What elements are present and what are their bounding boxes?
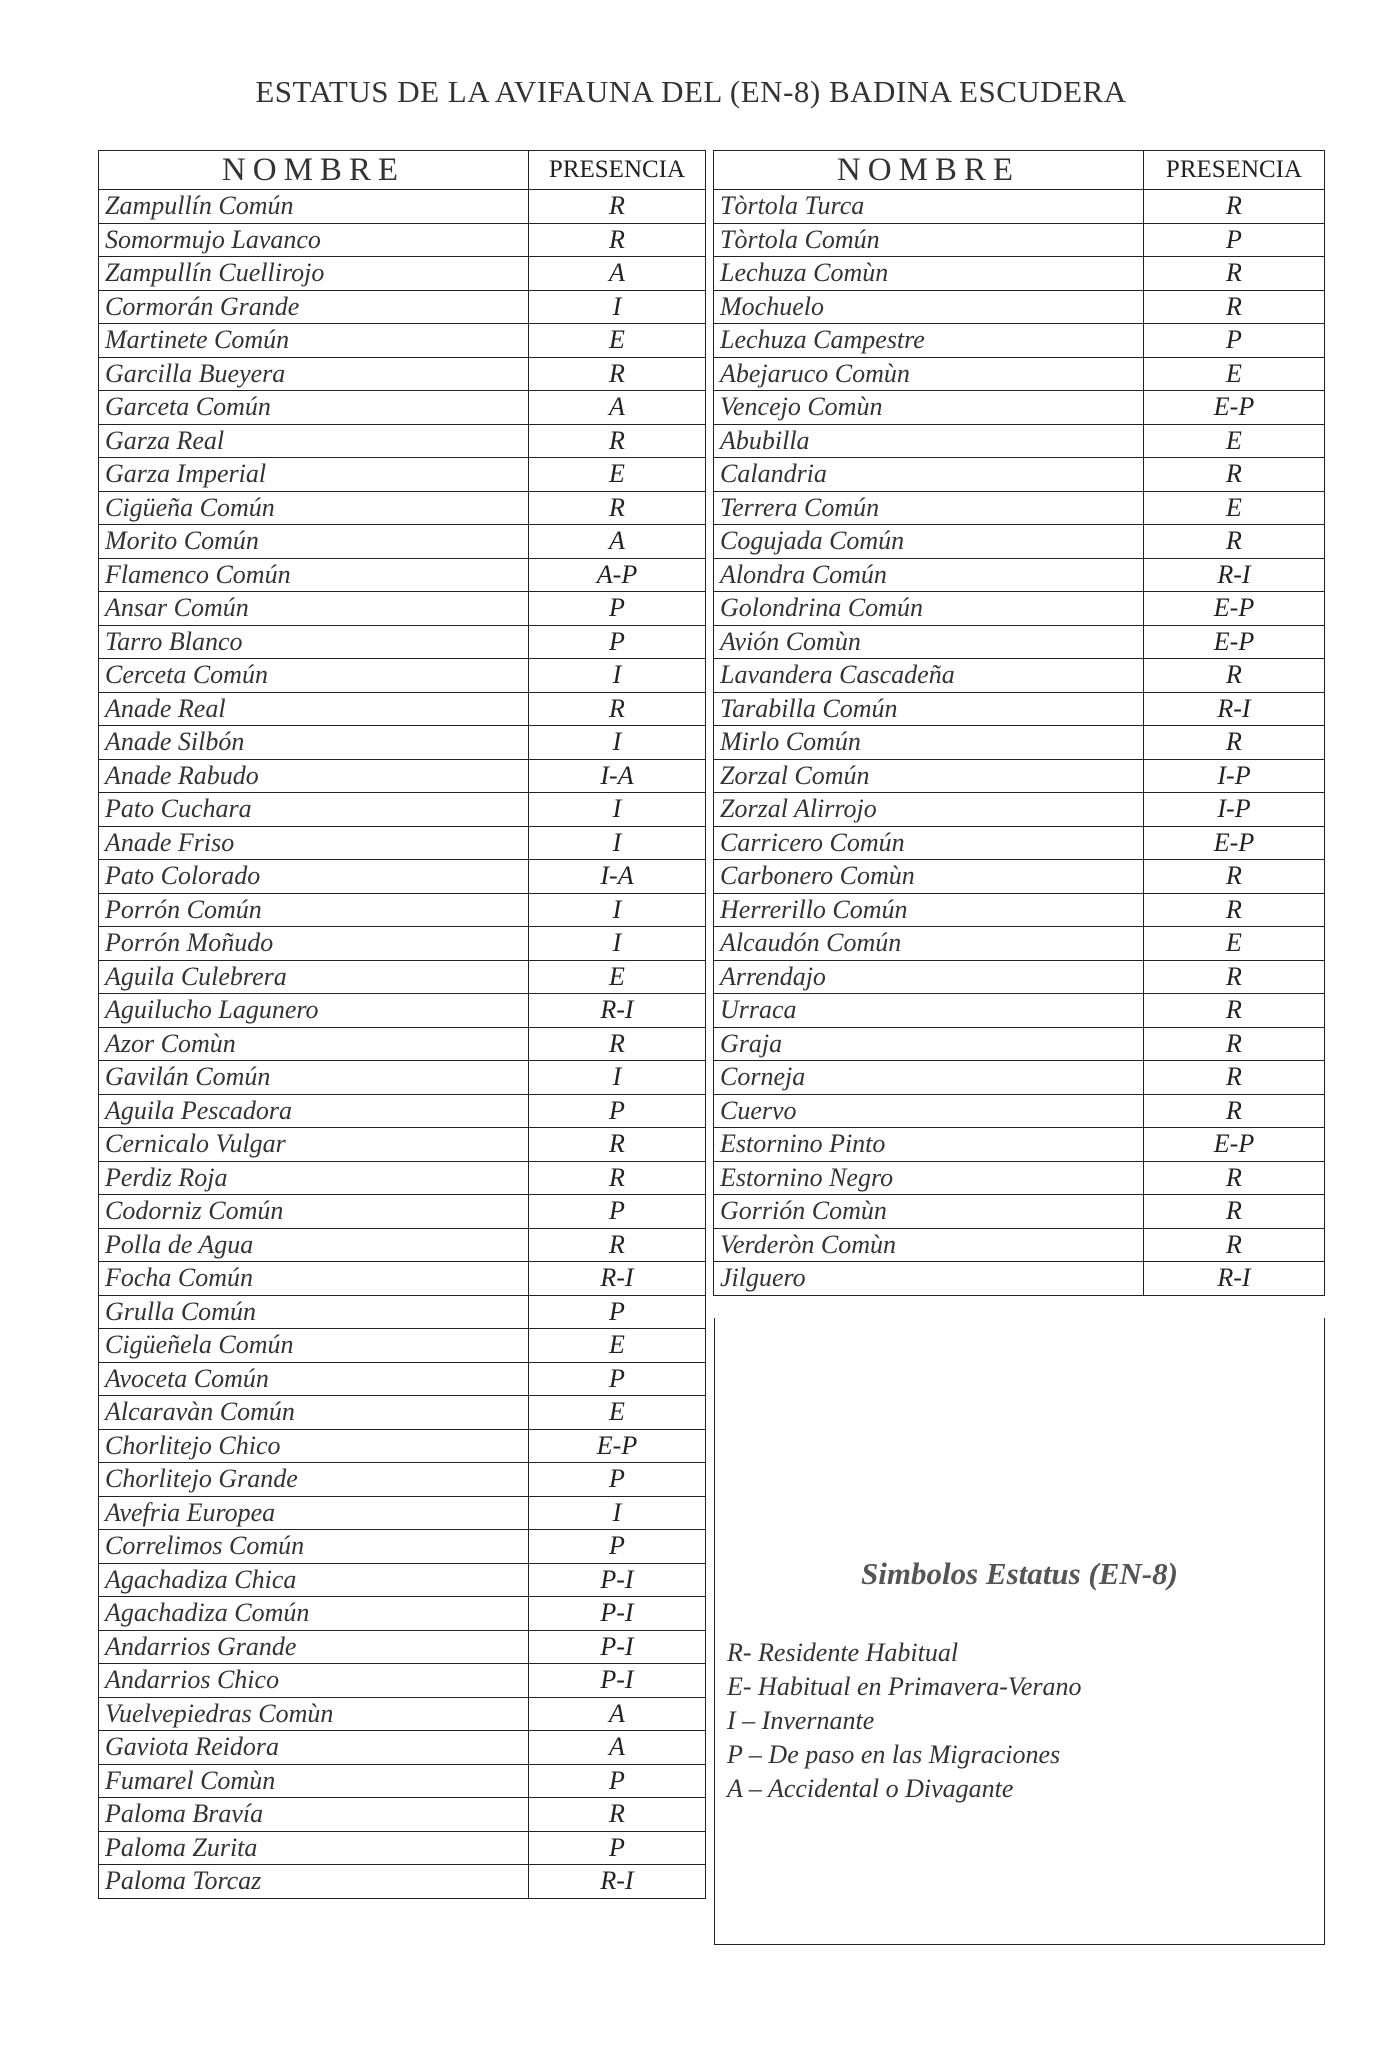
species-name: Gorrión Comùn <box>714 1195 1144 1229</box>
table-row <box>99 1061 706 1095</box>
table-row <box>99 1362 706 1396</box>
legend-item: A – Accidental o Divagante <box>727 1774 1014 1803</box>
species-name: Verderòn Comùn <box>714 1228 1144 1262</box>
species-name: Focha Común <box>99 1262 529 1296</box>
table-row <box>99 893 706 927</box>
species-name: Somormujo Lavanco <box>99 223 529 257</box>
table-row <box>99 1697 706 1731</box>
species-name: Chorlitejo Chico <box>99 1429 529 1463</box>
table-row <box>714 223 1325 257</box>
table-row <box>99 659 706 693</box>
species-name: Estornino Pinto <box>714 1128 1144 1162</box>
table-row <box>714 1128 1325 1162</box>
presence-code: A <box>529 1697 706 1731</box>
species-name: Ansar Común <box>99 592 529 626</box>
table-row <box>99 1329 706 1363</box>
species-name: Pato Colorado <box>99 860 529 894</box>
table-row <box>714 1195 1325 1229</box>
presence-code: R-I <box>529 1262 706 1296</box>
presence-code: E <box>529 1396 706 1430</box>
species-name: Arrendajo <box>714 960 1144 994</box>
presence-code: R <box>1144 659 1325 693</box>
legend-box <box>714 1318 1325 1945</box>
species-name: Azor Comùn <box>99 1027 529 1061</box>
presence-code: R <box>529 1128 706 1162</box>
presence-code: I <box>529 726 706 760</box>
species-name: Lechuza Campestre <box>714 324 1144 358</box>
table-row <box>99 357 706 391</box>
species-name: Alcaudón Común <box>714 927 1144 961</box>
table-row <box>99 1630 706 1664</box>
presence-code: I <box>529 927 706 961</box>
presence-code: R-I <box>529 994 706 1028</box>
species-name: Carricero Común <box>714 826 1144 860</box>
presence-code: E-P <box>1144 625 1325 659</box>
species-table-right-body <box>714 190 1325 1296</box>
table-row <box>99 1563 706 1597</box>
presence-code: P <box>529 1530 706 1564</box>
table-row <box>99 592 706 626</box>
presence-code: E-P <box>1144 391 1325 425</box>
table-row <box>99 1764 706 1798</box>
presence-code: I-A <box>529 759 706 793</box>
table-row <box>714 960 1325 994</box>
table-row <box>99 1027 706 1061</box>
presence-code: P-I <box>529 1630 706 1664</box>
species-name: Cuervo <box>714 1094 1144 1128</box>
presence-code: E-P <box>1144 1128 1325 1162</box>
presence-code: R <box>529 1798 706 1832</box>
table-row <box>99 692 706 726</box>
presence-code: R-I <box>1144 1262 1325 1296</box>
legend-item: P – De paso en las Migraciones <box>727 1740 1061 1769</box>
species-name: Graja <box>714 1027 1144 1061</box>
species-name: Agachadiza Común <box>99 1597 529 1631</box>
presence-code: P <box>1144 223 1325 257</box>
table-row <box>99 1597 706 1631</box>
presence-code: I-P <box>1144 759 1325 793</box>
table-row <box>99 1463 706 1497</box>
table-row <box>714 458 1325 492</box>
presence-code: R <box>1144 290 1325 324</box>
presence-code: R <box>1144 860 1325 894</box>
column-header-name: NOMBRE <box>99 151 529 190</box>
species-name: Lavandera Cascadeña <box>714 659 1144 693</box>
legend-item: R- Residente Habitual <box>727 1638 959 1667</box>
presence-code: R <box>1144 1061 1325 1095</box>
column-header-presence: PRESENCIA <box>1144 151 1325 190</box>
presence-code: E <box>1144 424 1325 458</box>
species-name: Tòrtola Turca <box>714 190 1144 224</box>
table-row <box>99 793 706 827</box>
species-name: Grulla Común <box>99 1295 529 1329</box>
species-name: Chorlitejo Grande <box>99 1463 529 1497</box>
species-name: Garza Imperial <box>99 458 529 492</box>
presence-code: P-I <box>529 1664 706 1698</box>
presence-code: A <box>529 1731 706 1765</box>
species-name: Avión Comùn <box>714 625 1144 659</box>
species-name: Mochuelo <box>714 290 1144 324</box>
presence-code: R <box>1144 893 1325 927</box>
species-name: Calandria <box>714 458 1144 492</box>
presence-code: I <box>529 290 706 324</box>
species-name: Aguila Pescadora <box>99 1094 529 1128</box>
species-name: Anade Friso <box>99 826 529 860</box>
species-name: Garceta Común <box>99 391 529 425</box>
table-row <box>99 1295 706 1329</box>
presence-code: R <box>1144 458 1325 492</box>
table-row <box>99 1429 706 1463</box>
presence-code: R <box>529 190 706 224</box>
presence-code: R <box>1144 525 1325 559</box>
legend-list <box>727 1636 1082 1806</box>
presence-code: P <box>529 1463 706 1497</box>
presence-code: P <box>529 625 706 659</box>
species-name: Zampullín Cuellirojo <box>99 257 529 291</box>
presence-code: E <box>1144 491 1325 525</box>
table-row <box>714 190 1325 224</box>
table-row <box>714 592 1325 626</box>
species-table-left <box>98 150 706 1899</box>
presence-code: I <box>529 893 706 927</box>
table-row <box>99 1262 706 1296</box>
species-name: Aguila Culebrera <box>99 960 529 994</box>
table-row <box>99 1798 706 1832</box>
table-row <box>99 424 706 458</box>
species-name: Morito Común <box>99 525 529 559</box>
presence-code: E <box>529 960 706 994</box>
table-row <box>99 1530 706 1564</box>
species-name: Paloma Zurita <box>99 1831 529 1865</box>
presence-code: I <box>529 1061 706 1095</box>
species-name: Vuelvepiedras Comùn <box>99 1697 529 1731</box>
table-row <box>714 759 1325 793</box>
table-row <box>714 860 1325 894</box>
presence-code: R <box>1144 994 1325 1028</box>
table-row <box>714 324 1325 358</box>
presence-code: R <box>1144 960 1325 994</box>
species-name: Perdiz Roja <box>99 1161 529 1195</box>
table-row <box>99 1195 706 1229</box>
species-name: Anade Rabudo <box>99 759 529 793</box>
table-row <box>714 826 1325 860</box>
table-row <box>714 391 1325 425</box>
table-row <box>99 1831 706 1865</box>
presence-code: R <box>529 1027 706 1061</box>
presence-code: A <box>529 257 706 291</box>
table-row <box>99 290 706 324</box>
species-name: Zampullín Común <box>99 190 529 224</box>
table-row <box>714 424 1325 458</box>
table-row <box>714 491 1325 525</box>
table-row <box>99 860 706 894</box>
table-row <box>714 558 1325 592</box>
presence-code: R <box>529 1228 706 1262</box>
presence-code: R <box>529 223 706 257</box>
species-name: Jilguero <box>714 1262 1144 1296</box>
species-name: Avoceta Común <box>99 1362 529 1396</box>
presence-code: R-I <box>529 1865 706 1899</box>
species-name: Alcaravàn Común <box>99 1396 529 1430</box>
table-row <box>99 960 706 994</box>
presence-code: I <box>529 659 706 693</box>
presence-code: R <box>529 692 706 726</box>
table-row <box>99 1664 706 1698</box>
presence-code: P <box>529 1764 706 1798</box>
species-name: Tòrtola Común <box>714 223 1144 257</box>
presence-code: P <box>529 1831 706 1865</box>
table-row <box>714 1161 1325 1195</box>
presence-code: P <box>529 1195 706 1229</box>
species-table-right <box>713 150 1325 1296</box>
table-row <box>99 1161 706 1195</box>
document-title: ESTATUS DE LA AVIFAUNA DEL (EN-8) BADINA ESCUDERA <box>255 74 1127 109</box>
presence-code: R <box>1144 726 1325 760</box>
species-name: Terrera Común <box>714 491 1144 525</box>
table-row <box>99 391 706 425</box>
species-name: Martinete Común <box>99 324 529 358</box>
table-row <box>714 1262 1325 1296</box>
species-name: Gavilán Común <box>99 1061 529 1095</box>
species-name: Paloma Torcaz <box>99 1865 529 1899</box>
table-row <box>99 1094 706 1128</box>
table-row <box>714 994 1325 1028</box>
table-row <box>714 1027 1325 1061</box>
species-table-left-body <box>99 190 706 1899</box>
table-row <box>99 726 706 760</box>
species-name: Flamenco Común <box>99 558 529 592</box>
presence-code: I <box>529 826 706 860</box>
species-name: Tarabilla Común <box>714 692 1144 726</box>
table-row <box>99 458 706 492</box>
presence-code: P-I <box>529 1563 706 1597</box>
presence-code: A <box>529 525 706 559</box>
column-header-presence: PRESENCIA <box>529 151 706 190</box>
presence-code: R <box>1144 1161 1325 1195</box>
table-row <box>714 927 1325 961</box>
table-row <box>714 357 1325 391</box>
species-name: Cigüeña Común <box>99 491 529 525</box>
species-name: Alondra Común <box>714 558 1144 592</box>
table-row <box>99 324 706 358</box>
table-row <box>99 223 706 257</box>
species-name: Abejaruco Comùn <box>714 357 1144 391</box>
species-name: Herrerillo Común <box>714 893 1144 927</box>
species-name: Porrón Común <box>99 893 529 927</box>
table-row <box>99 1731 706 1765</box>
species-name: Andarrios Grande <box>99 1630 529 1664</box>
presence-code: R <box>1144 1094 1325 1128</box>
species-name: Cerceta Común <box>99 659 529 693</box>
presence-code: E <box>529 324 706 358</box>
presence-code: P <box>529 1362 706 1396</box>
presence-code: P <box>1144 324 1325 358</box>
species-name: Cogujada Común <box>714 525 1144 559</box>
table-row <box>714 893 1325 927</box>
species-name: Codorniz Común <box>99 1195 529 1229</box>
species-name: Porrón Moñudo <box>99 927 529 961</box>
species-name: Paloma Bravía <box>99 1798 529 1832</box>
table-row <box>99 491 706 525</box>
species-name: Estornino Negro <box>714 1161 1144 1195</box>
species-name: Golondrina Común <box>714 592 1144 626</box>
presence-code: I-A <box>529 860 706 894</box>
presence-code: E <box>529 1329 706 1363</box>
presence-code: R <box>1144 190 1325 224</box>
table-row <box>99 625 706 659</box>
presence-code: R <box>529 1161 706 1195</box>
table-row <box>714 1094 1325 1128</box>
presence-code: P <box>529 1295 706 1329</box>
species-name: Anade Real <box>99 692 529 726</box>
species-name: Cigüeñela Común <box>99 1329 529 1363</box>
table-row <box>714 290 1325 324</box>
column-header-name: NOMBRE <box>714 151 1144 190</box>
table-row <box>714 1061 1325 1095</box>
presence-code: R-I <box>1144 558 1325 592</box>
table-row <box>714 793 1325 827</box>
presence-code: E-P <box>1144 592 1325 626</box>
table-row <box>99 1128 706 1162</box>
species-name: Carbonero Comùn <box>714 860 1144 894</box>
presence-code: R <box>1144 1195 1325 1229</box>
table-row <box>99 1865 706 1899</box>
species-name: Correlimos Común <box>99 1530 529 1564</box>
table-row <box>99 927 706 961</box>
table-row <box>99 1396 706 1430</box>
table-row <box>99 826 706 860</box>
species-name: Tarro Blanco <box>99 625 529 659</box>
species-name: Garza Real <box>99 424 529 458</box>
presence-code: E-P <box>529 1429 706 1463</box>
presence-code: R <box>1144 1027 1325 1061</box>
species-name: Cormorán Grande <box>99 290 529 324</box>
species-name: Vencejo Comùn <box>714 391 1144 425</box>
species-name: Zorzal Alirrojo <box>714 793 1144 827</box>
presence-code: E <box>1144 357 1325 391</box>
table-row <box>99 525 706 559</box>
table-row <box>714 692 1325 726</box>
presence-code: R <box>529 357 706 391</box>
species-name: Polla de Agua <box>99 1228 529 1262</box>
table-row <box>99 558 706 592</box>
presence-code: P <box>529 1094 706 1128</box>
table-row <box>714 659 1325 693</box>
table-row <box>714 525 1325 559</box>
table-row <box>99 190 706 224</box>
presence-code: P-I <box>529 1597 706 1631</box>
species-name: Gaviota Reidora <box>99 1731 529 1765</box>
species-name: Zorzal Común <box>714 759 1144 793</box>
species-name: Urraca <box>714 994 1144 1028</box>
species-name: Mirlo Común <box>714 726 1144 760</box>
species-name: Abubilla <box>714 424 1144 458</box>
species-name: Aguilucho Lagunero <box>99 994 529 1028</box>
table-row <box>99 759 706 793</box>
presence-code: R <box>1144 257 1325 291</box>
presence-code: I <box>529 793 706 827</box>
species-name: Anade Silbón <box>99 726 529 760</box>
presence-code: E-P <box>1144 826 1325 860</box>
table-row <box>99 1496 706 1530</box>
species-name: Corneja <box>714 1061 1144 1095</box>
table-row <box>714 726 1325 760</box>
legend-title: Simbolos Estatus (EN-8) <box>861 1556 1178 1591</box>
presence-code: E <box>529 458 706 492</box>
species-name: Avefria Europea <box>99 1496 529 1530</box>
legend-item: I – Invernante <box>727 1706 875 1735</box>
table-row <box>99 1228 706 1262</box>
table-row <box>99 257 706 291</box>
presence-code: R <box>529 424 706 458</box>
species-name: Pato Cuchara <box>99 793 529 827</box>
species-name: Lechuza Comùn <box>714 257 1144 291</box>
presence-code: R <box>1144 1228 1325 1262</box>
species-name: Andarrios Chico <box>99 1664 529 1698</box>
presence-code: P <box>529 592 706 626</box>
species-name: Cernicalo Vulgar <box>99 1128 529 1162</box>
species-name: Garcilla Bueyera <box>99 357 529 391</box>
presence-code: R <box>529 491 706 525</box>
presence-code: I <box>529 1496 706 1530</box>
presence-code: E <box>1144 927 1325 961</box>
species-name: Agachadiza Chica <box>99 1563 529 1597</box>
presence-code: I-P <box>1144 793 1325 827</box>
species-name: Fumarel Comùn <box>99 1764 529 1798</box>
legend-item: E- Habitual en Primavera-Verano <box>727 1672 1082 1701</box>
presence-code: R-I <box>1144 692 1325 726</box>
table-row <box>714 625 1325 659</box>
presence-code: A <box>529 391 706 425</box>
table-row <box>714 1228 1325 1262</box>
presence-code: A-P <box>529 558 706 592</box>
table-row <box>99 994 706 1028</box>
table-row <box>714 257 1325 291</box>
